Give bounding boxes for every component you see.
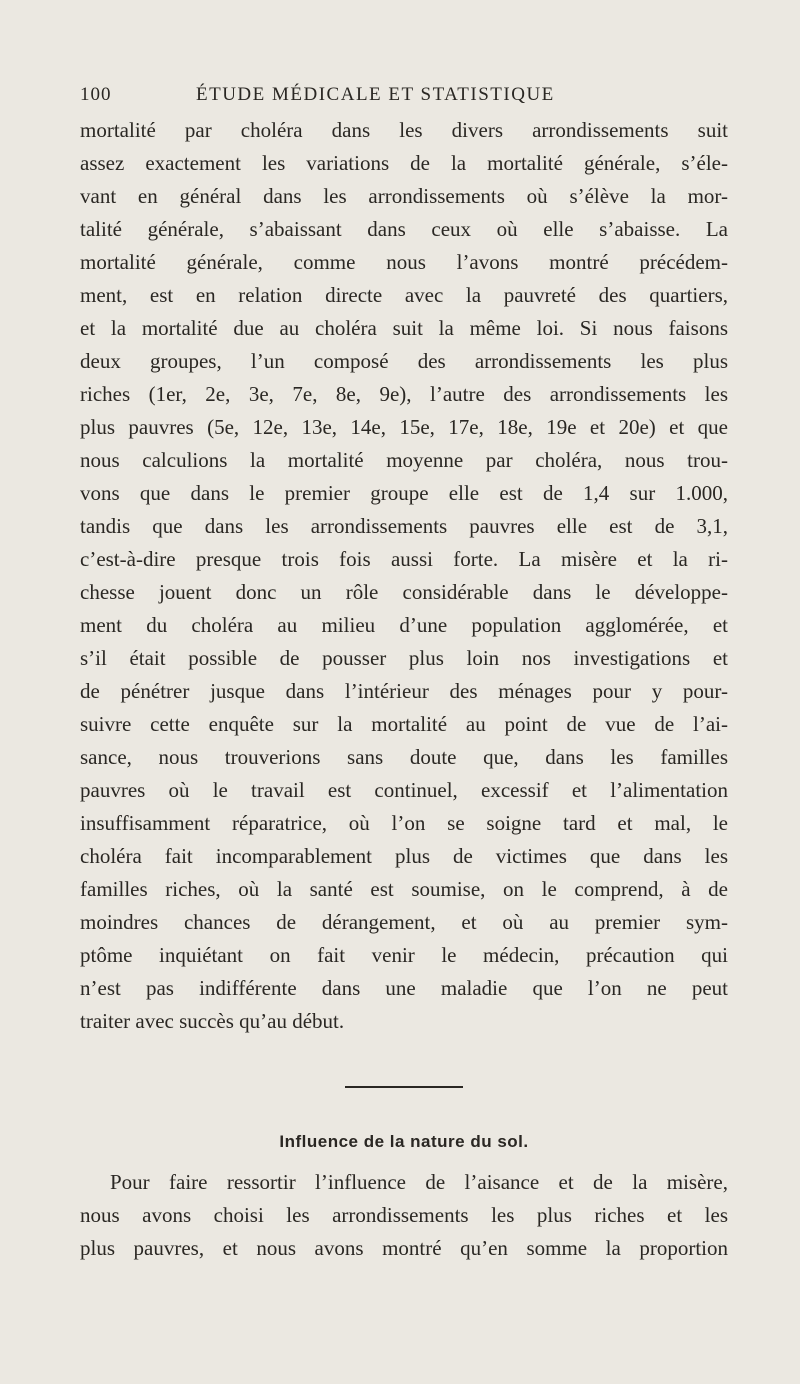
text-line: ment du choléra au milieu d’une population agglomérée, et <box>80 613 728 637</box>
paragraph-2 <box>80 1166 728 1265</box>
text-line: riches (1er, 2e, 3e, 7e, 8e, 9e), l’autre des arrondissements les <box>80 382 728 406</box>
running-title: ÉTUDE MÉDICALE ET STATISTIQUE <box>196 84 555 105</box>
text-line: et la mortalité due au choléra suit la même loi. Si nous faisons <box>80 316 728 340</box>
text-line: plus pauvres, et nous avons montré qu’en somme la proportion <box>80 1236 728 1260</box>
text-line: nous avons choisi les arrondissements les plus riches et les <box>80 1203 728 1227</box>
text-line: familles riches, où la santé est soumise, on le comprend, à de <box>80 877 728 901</box>
text-line: pauvres où le travail est continuel, excessif et l’alimentation <box>80 778 728 802</box>
text-line: ptôme inquiétant on fait venir le médecin, précaution qui <box>80 943 728 967</box>
text-line: vons que dans le premier groupe elle est de 1,4 sur 1.000, <box>80 481 728 505</box>
section-divider <box>345 1086 463 1088</box>
text-line: traiter avec succès qu’au début. <box>80 1009 345 1033</box>
text-line: plus pauvres (5e, 12e, 13e, 14e, 15e, 17e, 18e, 19e et 20e) et que <box>80 415 728 439</box>
text-line: c’est-à-dire presque trois fois aussi forte. La misère et la ri- <box>80 547 728 571</box>
book-page <box>80 84 728 1265</box>
text-line: chesse jouent donc un rôle considérable dans le développe- <box>80 580 728 604</box>
text-line: tandis que dans les arrondissements pauvres elle est de 3,1, <box>80 514 728 538</box>
text-line: de pénétrer jusque dans l’intérieur des ménages pour y pour- <box>80 679 728 703</box>
text-line: nous calculions la mortalité moyenne par choléra, nous trou- <box>80 448 728 472</box>
text-line: insuffisamment réparatrice, où l’on se soigne tard et mal, le <box>80 811 728 835</box>
text-line: n’est pas indifférente dans une maladie que l’on ne peut <box>80 976 728 1000</box>
paragraph-1 <box>80 114 728 1038</box>
text-line: sance, nous trouverions sans doute que, dans les familles <box>80 745 728 769</box>
text-line: vant en général dans les arrondissements où s’élève la mor- <box>80 184 728 208</box>
text-line: assez exactement les variations de la mortalité générale, s’éle- <box>80 151 728 175</box>
text-line: s’il était possible de pousser plus loin nos investigations et <box>80 646 728 670</box>
page-number: 100 <box>80 84 112 105</box>
running-header <box>80 84 728 114</box>
text-line: moindres chances de dérangement, et où au premier sym- <box>80 910 728 934</box>
text-line: talité générale, s’abaissant dans ceux où elle s’abaisse. La <box>80 217 728 241</box>
text-line: suivre cette enquête sur la mortalité au point de vue de l’ai- <box>80 712 728 736</box>
text-line: ment, est en relation directe avec la pauvreté des quartiers, <box>80 283 728 307</box>
text-line: deux groupes, l’un composé des arrondissements les plus <box>80 349 728 373</box>
text-line: choléra fait incomparablement plus de victimes que dans les <box>80 844 728 868</box>
section-heading: Influence de la nature du sol. <box>279 1132 529 1151</box>
text-line: mortalité générale, comme nous l’avons montré précédem- <box>80 250 728 274</box>
text-line: Pour faire ressortir l’influence de l’aisance et de la misère, <box>110 1170 728 1194</box>
text-line: mortalité par choléra dans les divers arrondissements suit <box>80 118 728 142</box>
